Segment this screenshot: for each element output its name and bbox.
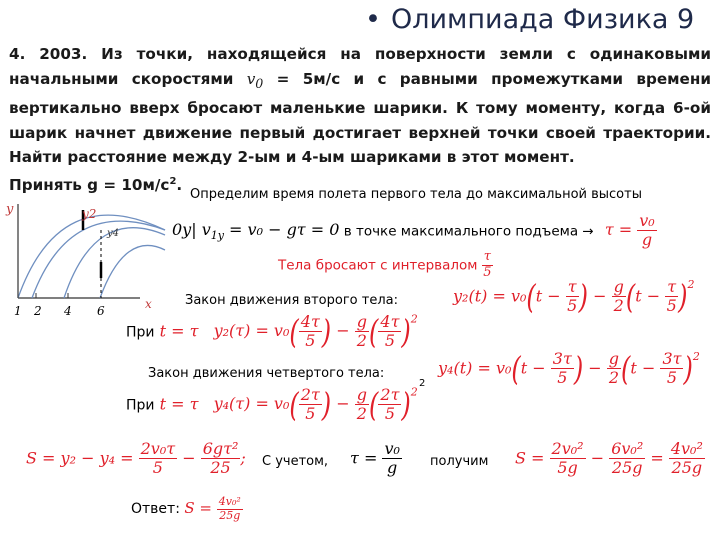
law4-label: Закон движения четвертого тела: (148, 366, 385, 381)
trajectory-curve (32, 221, 165, 298)
paren: ) (321, 385, 332, 424)
frac-den: 2 (608, 368, 620, 388)
velocity-tail: в точке максимального подъема → (339, 223, 594, 240)
tick-label: 2 (34, 304, 42, 318)
frac-num: 3τ (552, 349, 572, 368)
law4-t2: t − (630, 358, 656, 378)
trajectory-graph (0, 190, 170, 325)
frac-den: 2 (356, 331, 367, 351)
frac (609, 440, 645, 478)
frac (382, 440, 401, 478)
frac-den: 25 (210, 458, 231, 478)
law4-extra-exp: 2 (419, 378, 426, 389)
velocity-lhs-text: 0y| v (172, 220, 211, 240)
frac (355, 386, 369, 424)
tau-lhs: τ = (350, 448, 378, 468)
eq-velocity (172, 212, 657, 250)
with-label: С учетом, (262, 454, 329, 469)
answer-label: Ответ: (131, 501, 185, 518)
frac-num: 4v₀² (670, 439, 703, 458)
tau-den: g (641, 230, 653, 250)
trajectory-curve (18, 215, 165, 298)
paren: ( (369, 312, 379, 351)
at-tau-4-formula (213, 385, 418, 424)
problem-sup: 2 (169, 175, 177, 187)
tick-label: 6 (97, 304, 105, 318)
problem-part3: Принять g = 10м/с (9, 175, 170, 194)
frac (669, 440, 705, 478)
frac-den: 5g (557, 458, 578, 478)
law4-t: t − (520, 358, 546, 378)
minus-sign: − (336, 394, 350, 414)
answer-formula (184, 495, 242, 522)
at-tau-2-formula (213, 312, 418, 351)
square-exp: 2 (692, 350, 700, 363)
frac-den: 5 (567, 296, 578, 316)
at-tau-4 (126, 386, 418, 424)
paren: ( (625, 277, 636, 316)
frac-den: 5 (305, 331, 316, 351)
frac-num: 2v₀τ (140, 439, 176, 458)
frac-num: 6v₀² (611, 439, 644, 458)
answer-fraction (217, 496, 243, 522)
paren: ( (526, 277, 536, 316)
formula-lhs: y₄(τ) = v₀ (213, 394, 290, 414)
v0-letter: v (246, 69, 256, 88)
formula-lhs: y₂(τ) = v₀ (213, 321, 290, 341)
frac-den: 5 (557, 368, 568, 388)
problem-part2: = 5м/с и с равными промежутками времени вертикально вверх бросают маленькие шарики. К тому моменту, когда 6-ой шарик начнет движение первый достигает верхней точки своей траектории. Найти расстояние между 2-ым и 4-ым шариками в этот момент. (9, 69, 711, 167)
frac (378, 313, 401, 351)
paren: ( (289, 312, 299, 351)
paren: ) (401, 312, 411, 351)
y2-label: y2 (82, 207, 97, 221)
frac-num: τ (567, 277, 577, 296)
velocity-rhs: = v₀ − gτ = 0 (223, 220, 340, 240)
problem-end: . (176, 175, 183, 194)
law2-frac2 (612, 278, 626, 316)
interval-note (278, 250, 493, 281)
frac-num: 4τ (380, 312, 400, 331)
paren: ) (573, 349, 584, 388)
answer (131, 496, 243, 522)
interval-fraction (482, 250, 493, 281)
problem-statement (9, 42, 711, 197)
semicolon: ; (240, 448, 246, 468)
frac (201, 440, 241, 478)
minus-sign: − (336, 321, 350, 341)
frac-num: τ (667, 277, 677, 296)
tau-def (604, 211, 657, 250)
answer-lhs: S = (184, 499, 212, 518)
law4-lhs: y₄(t) = v₀ (438, 358, 512, 378)
tick-label: 1 (14, 304, 22, 318)
v0-symbol (246, 69, 264, 91)
frac (355, 313, 369, 351)
minus-sign: − (182, 448, 196, 468)
law4-frac1 (551, 350, 574, 388)
tau-fraction (637, 212, 656, 250)
trajectory-curve (100, 245, 165, 298)
paren: ) (678, 277, 688, 316)
frac-den: 5 (666, 368, 678, 388)
law2-formula (453, 278, 695, 316)
result-lhs: S = y₂ − y₄ = (26, 448, 134, 468)
law2-label: Закон движения второго тела: (185, 293, 398, 308)
slide-title (365, 4, 694, 35)
pri-label: При (126, 324, 155, 341)
law2-lhs: y₂(t) = v₀ (453, 286, 527, 306)
paren: ( (369, 385, 379, 424)
frac-num: 6gτ² (202, 439, 239, 458)
square-exp: 2 (410, 386, 418, 399)
paren: ) (578, 277, 589, 316)
velocity-subscript: 1y (210, 229, 224, 243)
frac-num: 4v₀² (218, 495, 241, 508)
velocity-lhs (172, 220, 340, 243)
v0-subscript: 0 (255, 75, 264, 91)
step1-label: Определим время полета первого тела до максимальной высоты (190, 187, 642, 202)
frac-num: g (356, 385, 368, 404)
axis-x-label: x (145, 297, 152, 311)
tau-reminder (350, 440, 402, 478)
pri-label: При (126, 397, 155, 414)
paren: ( (621, 349, 631, 388)
equals-sign: = (650, 448, 664, 468)
square-exp: 2 (687, 278, 695, 291)
y4-label: y4 (107, 228, 120, 239)
law2-t: t − (535, 286, 561, 306)
paren: ) (683, 349, 693, 388)
paren: ( (511, 349, 521, 388)
frac-den: 25g (611, 458, 643, 478)
law2-frac3 (665, 278, 678, 316)
title-bullet: • (365, 4, 381, 35)
frac-den: 25g (219, 508, 241, 522)
cond-t-tau: t = τ (159, 321, 199, 341)
frac-num: v₀ (384, 439, 400, 458)
frac-den: 2 (613, 296, 624, 316)
paren: ) (401, 385, 411, 424)
frac-den: 5 (384, 404, 395, 424)
frac (299, 313, 322, 351)
frac-num: g (608, 349, 620, 368)
tau-num: v₀ (639, 211, 655, 230)
at-tau-2 (126, 313, 418, 351)
frac (550, 440, 586, 478)
frac-den: 5 (152, 458, 163, 478)
frac-num: 2τ (300, 385, 320, 404)
frac-den: 5 (384, 331, 395, 351)
frac-den: 2 (356, 404, 367, 424)
tau-def-lhs: τ = (604, 220, 633, 240)
square-exp: 2 (410, 313, 418, 326)
axis-y-label: y (6, 202, 14, 217)
frac (299, 386, 322, 424)
frac (378, 386, 401, 424)
frac-num: g (613, 277, 624, 296)
paren: ) (321, 312, 332, 351)
law2-frac1 (566, 278, 579, 316)
get-label: получим (430, 454, 489, 469)
frac-den: 5 (666, 296, 677, 316)
law4-frac3 (660, 350, 683, 388)
interval-label: Тела бросают с интервалом (278, 257, 482, 274)
law4-frac2 (607, 350, 621, 388)
result-s (26, 440, 246, 478)
result-final (515, 440, 705, 478)
frac-den: g (387, 458, 398, 478)
cond-t-tau: t = τ (159, 394, 199, 414)
frac-num: 4τ (300, 312, 320, 331)
result-final-lhs: S = (515, 448, 545, 468)
frac (139, 440, 177, 478)
frac-den: 5 (305, 404, 316, 424)
paren: ( (289, 385, 299, 424)
law2-t2: t − (635, 286, 661, 306)
frac-den: 25g (671, 458, 703, 478)
law4-formula (438, 350, 700, 388)
problem-part1: 4. 2003. Из точки, находящейся на поверхности земли с одинаковыми начальными скоростями (9, 45, 711, 88)
interval-num: τ (483, 249, 491, 264)
frac-num: 3τ (662, 349, 682, 368)
frac-num: g (356, 312, 368, 331)
minus-sign: − (590, 448, 605, 468)
title-text: Олимпиада Физика 9 (390, 4, 695, 35)
minus-sign: − (588, 358, 602, 378)
frac-num: 2τ (380, 385, 400, 404)
frac-num: 2v₀² (551, 439, 584, 458)
interval-den: 5 (483, 264, 492, 280)
tick-label: 4 (64, 304, 72, 318)
minus-sign: − (593, 286, 607, 306)
